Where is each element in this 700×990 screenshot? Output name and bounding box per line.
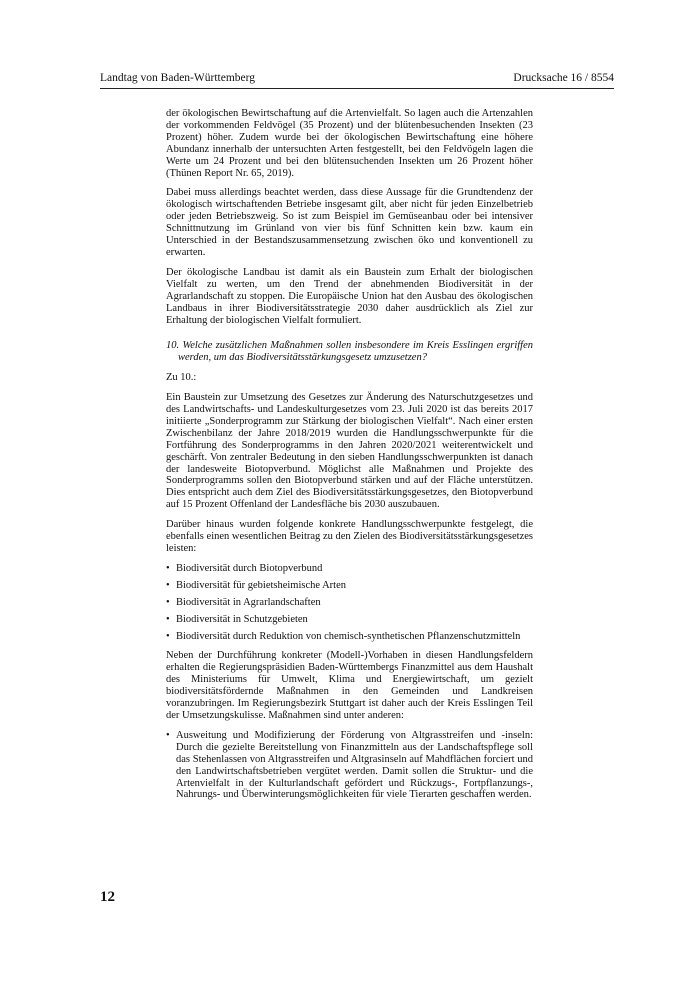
list-item-text: Ausweitung und Modifizierung der Förderung von Altgrasstreifen und -inseln: Durch die gezielte Bereitstellung von Finanzmitteln aus der Landschaftspflege soll das Stehenlassen von Altgrasstreifen und Altgrasinseln auf Mahdflächen forciert und den Landwirtschaftsbetrieben vergütet werden. Damit sollen die Struktur- und die Artenvielfalt in der Kulturlandschaft gefördert und Rückzugs-, Fortpflanzungs-, Nahrungs- und Überwinterungsmöglichkeiten für viele Tierarten geschaffen werden.	[176, 729, 533, 801]
list-item	[166, 563, 533, 575]
paragraph: Dabei muss allerdings beachtet werden, dass diese Aussage für die Grundtendenz der ökologisch wirtschaftenden Betriebe insgesamt gilt, aber nicht für jeden Einzelbetrieb oder jeden Betriebszweig. So ist zum Beispiel im Gemüseanbau oder bei intensiver Schnittnutzung im Grünland von vier bis fünf Schnitten kein bzw. kaum ein Unterschied in der Bestandszusammensetzung zwischen öko und konventionell zu erwarten.	[166, 187, 533, 258]
list-item	[166, 597, 533, 609]
document-body	[166, 108, 533, 809]
list-item	[166, 631, 533, 643]
list-item	[166, 730, 533, 801]
list-item	[166, 614, 533, 626]
page-header	[100, 70, 614, 89]
list-item-text: Biodiversität in Agrarlandschaften	[176, 596, 321, 608]
focus-area-list	[166, 563, 533, 643]
bullet-icon: •	[166, 562, 170, 574]
bullet-icon: •	[166, 596, 170, 608]
page-number: 12	[100, 889, 115, 905]
list-item-text: Biodiversität durch Biotopverbund	[176, 562, 323, 574]
answer-label: Zu 10.:	[166, 372, 197, 384]
paragraph: Der ökologische Landbau ist damit als ein Baustein zum Erhalt der biologischen Vielfalt zu werten, um den Trend der abnehmenden Biodiversität in der Agrarlandschaft zu stoppen. Die Europäische Union hat den Ausbau des ökologischen Landbaus in ihrer Biodiversitätsstrategie 2030 daher ausdrücklich als Ziel zur Erhaltung der biologischen Vielfalt formuliert.	[166, 266, 533, 326]
paragraph: Darüber hinaus wurden folgende konkrete Handlungsschwerpunkte festgelegt, die ebenfalls einen wesentlichen Beitrag zu den Zielen des Biodiversitätsstärkungsgesetzes leisten:	[166, 519, 533, 554]
bullet-icon: •	[166, 630, 170, 642]
list-item-text: Biodiversität durch Reduktion von chemisch-synthetischen Pflanzenschutzmitteln	[176, 630, 521, 642]
list-item	[166, 580, 533, 592]
bullet-icon: •	[166, 729, 170, 741]
bullet-icon: •	[166, 613, 170, 625]
bullet-icon: •	[166, 579, 170, 591]
measures-list	[166, 730, 533, 801]
header-document-number: Drucksache 16 / 8554	[513, 72, 614, 84]
question-10: 10. Welche zusätzlichen Maßnahmen sollen insbesondere im Kreis Esslingen ergriffen werden, um das Biodiversitätsstärkungsgesetz umzusetzen?	[166, 340, 533, 364]
paragraph: der ökologischen Bewirtschaftung auf die Artenvielfalt. So lagen auch die Artenzahlen der vorkommenden Feldvögel (35 Prozent) und der blütenbesuchenden Insekten (23 Prozent) höher. Zudem wurde bei der ökologischen Bewirtschaftung eine höhere Abundanz innerhalb der untersuchten Arten festgestellt, bei den Feldvögeln lagen die Werte um 24 Prozent und bei den blütensuchenden Insekten um 26 Prozent höher (Thünen Report Nr. 65, 2019).	[166, 108, 533, 179]
list-item-text: Biodiversität für gebietsheimische Arten	[176, 579, 346, 591]
paragraph: Neben der Durchführung konkreter (Modell-)Vorhaben in diesen Handlungsfeldern erhalten die Regierungspräsidien Baden-Württembergs Finanzmittel aus dem Haushalt des Ministeriums für Umwelt, Klima und Energiewirtschaft, um gezielt biodiversitätsfördernde Maßnahmen in den Gemeinden und Landkreisen voranzubringen. Im Regierungsbezirk Stuttgart ist daher auch der Kreis Esslingen Teil der Umsetzungskulisse. Maßnahmen sind unter anderen:	[166, 650, 533, 721]
header-parliament-name: Landtag von Baden-Württemberg	[100, 72, 255, 84]
list-item-text: Biodiversität in Schutzgebieten	[176, 613, 308, 625]
paragraph: Ein Baustein zur Umsetzung des Gesetzes zur Änderung des Naturschutzgesetzes und des Landwirtschafts- und Landeskulturgesetzes vom 23. Juli 2020 ist das bereits 2017 initiierte „Sonderprogramm zur Stärkung der biologischen Vielfalt“. Nach einer ersten Zwischenbilanz der Jahre 2018/2019 wurden die Handlungsschwerpunkte für die Fortführung des Sonderprogramms in den Jahren 2020/2021 weiterentwickelt und geschärft. Von zentraler Bedeutung in den sieben Handlungsschwerpunkten ist danach der landesweite Biotopverbund. Möglichst alle Maßnahmen und Projekte des Sonderprogramms sollen den Biotopverbund stärken und auf der Fläche unterstützen. Dies entspricht auch dem Ziel des Biodiversitätsstärkungsgesetzes, den Biotopverbund auf 15 Prozent Offenland der Landesfläche bis 2030 auszubauen.	[166, 392, 533, 511]
